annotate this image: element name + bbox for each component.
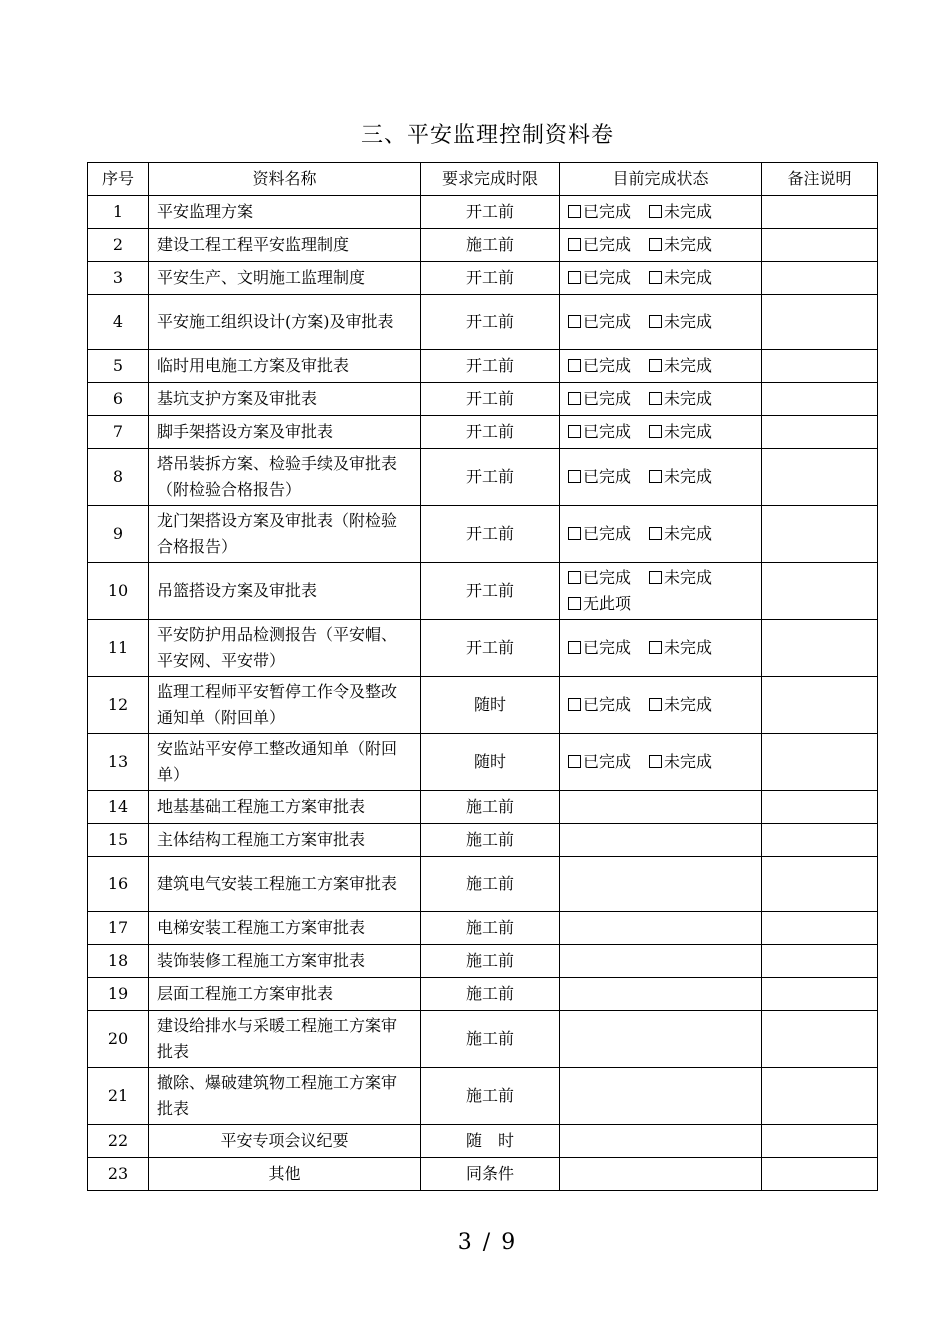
- table-row: [88, 1158, 878, 1191]
- deadline: 开工前: [421, 383, 560, 416]
- deadline: 施工前: [421, 1068, 560, 1125]
- table-row: [88, 791, 878, 824]
- document-name: 电梯安装工程施工方案审批表: [149, 912, 421, 945]
- document-name: 平安专项会议纪要: [149, 1125, 421, 1158]
- option-label: 已完成: [583, 312, 632, 331]
- status-cell: [560, 506, 762, 563]
- document-name: 脚手架搭设方案及审批表: [149, 416, 421, 449]
- document-name: 建设工程工程平安监理制度: [149, 229, 421, 262]
- table-row: [88, 945, 878, 978]
- option-done: [568, 199, 631, 225]
- table-row: [88, 1068, 878, 1125]
- checkbox-icon[interactable]: [649, 205, 662, 218]
- document-name: 层面工程施工方案审批表: [149, 978, 421, 1011]
- option-not-done: [649, 232, 712, 258]
- deadline: 施工前: [421, 791, 560, 824]
- remarks-cell: [762, 350, 878, 383]
- deadline: 开工前: [421, 416, 560, 449]
- row-number: 10: [88, 563, 149, 620]
- option-label: 已完成: [583, 638, 632, 657]
- table-row: [88, 262, 878, 295]
- status-options: [568, 265, 753, 291]
- document-name: 平安监理方案: [149, 196, 421, 229]
- remarks-cell: [762, 229, 878, 262]
- row-number: 17: [88, 912, 149, 945]
- table-row: [88, 857, 878, 912]
- option-label: 未完成: [664, 524, 713, 543]
- table-row: [88, 1011, 878, 1068]
- row-number: 19: [88, 978, 149, 1011]
- checkbox-icon[interactable]: [568, 641, 581, 654]
- row-number: 15: [88, 824, 149, 857]
- records-table: [87, 162, 878, 1191]
- table-row: [88, 350, 878, 383]
- status-cell: [560, 262, 762, 295]
- document-name: 地基基础工程施工方案审批表: [149, 791, 421, 824]
- option-not-done: [649, 353, 712, 379]
- option-label: 未完成: [664, 638, 713, 657]
- row-number: 4: [88, 295, 149, 350]
- row-number: 12: [88, 677, 149, 734]
- option-label: 已完成: [583, 422, 632, 441]
- checkbox-icon[interactable]: [649, 698, 662, 711]
- status-options: [568, 565, 753, 591]
- checkbox-icon[interactable]: [568, 359, 581, 372]
- remarks-cell: [762, 824, 878, 857]
- checkbox-icon[interactable]: [568, 698, 581, 711]
- option-not-done: [649, 265, 712, 291]
- option-done: [568, 635, 631, 661]
- checkbox-icon[interactable]: [568, 238, 581, 251]
- option-not-done: [649, 749, 712, 775]
- option-label: 已完成: [583, 467, 632, 486]
- remarks-cell: [762, 791, 878, 824]
- row-number: 16: [88, 857, 149, 912]
- table-row: [88, 449, 878, 506]
- row-number: 9: [88, 506, 149, 563]
- deadline: 施工前: [421, 1011, 560, 1068]
- option-label: 已完成: [583, 568, 632, 587]
- option-label: 已完成: [583, 752, 632, 771]
- row-number: 3: [88, 262, 149, 295]
- remarks-cell: [762, 734, 878, 791]
- option-not-done: [649, 565, 712, 591]
- option-not-done: [649, 199, 712, 225]
- option-label: 未完成: [664, 695, 713, 714]
- deadline: 开工前: [421, 350, 560, 383]
- checkbox-icon[interactable]: [568, 205, 581, 218]
- checkbox-icon[interactable]: [568, 597, 581, 610]
- table-row: [88, 677, 878, 734]
- document-name: 建设给排水与采暖工程施工方案审批表: [149, 1011, 421, 1068]
- option-label: 未完成: [664, 235, 713, 254]
- page-title: 三、平安监理控制资料卷: [360, 123, 614, 148]
- table-row: [88, 620, 878, 677]
- option-done: [568, 464, 631, 490]
- option-not-done: [649, 692, 712, 718]
- remarks-cell: [762, 978, 878, 1011]
- deadline: 同条件: [421, 1158, 560, 1191]
- deadline: 随时: [421, 734, 560, 791]
- remarks-cell: [762, 383, 878, 416]
- row-number: 11: [88, 620, 149, 677]
- document-name: 撤除、爆破建筑物工程施工方案审批表: [149, 1068, 421, 1125]
- option-label: 已完成: [583, 235, 632, 254]
- option-done: [568, 309, 631, 335]
- status-options: [568, 692, 753, 718]
- status-cell: [560, 824, 762, 857]
- option-not-done: [649, 635, 712, 661]
- status-cell: [560, 1068, 762, 1125]
- row-number: 20: [88, 1011, 149, 1068]
- status-cell: [560, 978, 762, 1011]
- option-label: 已完成: [583, 524, 632, 543]
- status-options: [568, 199, 753, 225]
- option-done: [568, 521, 631, 547]
- checkbox-icon[interactable]: [568, 527, 581, 540]
- checkbox-icon[interactable]: [649, 425, 662, 438]
- deadline: 施工前: [421, 945, 560, 978]
- status-options: [568, 386, 753, 412]
- remarks-cell: [762, 677, 878, 734]
- deadline: 开工前: [421, 506, 560, 563]
- status-options: [568, 521, 753, 547]
- deadline: 开工前: [421, 563, 560, 620]
- option-done: [568, 565, 631, 591]
- option-not-done: [649, 419, 712, 445]
- checkbox-icon[interactable]: [568, 392, 581, 405]
- document-name: 平安生产、文明施工监理制度: [149, 262, 421, 295]
- option-label: 未完成: [664, 389, 713, 408]
- header-name: 资料名称: [149, 163, 421, 196]
- status-cell: [560, 449, 762, 506]
- status-cell: [560, 912, 762, 945]
- table-header-row: [88, 163, 878, 196]
- remarks-cell: [762, 449, 878, 506]
- deadline: 随 时: [421, 1125, 560, 1158]
- option-done: [568, 353, 631, 379]
- table-row: [88, 912, 878, 945]
- checkbox-icon[interactable]: [649, 571, 662, 584]
- remarks-cell: [762, 1068, 878, 1125]
- option-na: [568, 591, 631, 617]
- table-row: [88, 1125, 878, 1158]
- option-done: [568, 749, 631, 775]
- header-status: 目前完成状态: [560, 163, 762, 196]
- status-cell: [560, 295, 762, 350]
- checkbox-icon[interactable]: [649, 641, 662, 654]
- remarks-cell: [762, 912, 878, 945]
- document-name: 平安施工组织设计(方案)及审批表: [149, 295, 421, 350]
- option-not-done: [649, 309, 712, 335]
- deadline: 随时: [421, 677, 560, 734]
- row-number: 13: [88, 734, 149, 791]
- option-label: 已完成: [583, 389, 632, 408]
- option-label: 未完成: [664, 467, 713, 486]
- remarks-cell: [762, 563, 878, 620]
- checkbox-icon[interactable]: [568, 755, 581, 768]
- status-options: [568, 464, 753, 490]
- status-cell: [560, 1011, 762, 1068]
- row-number: 6: [88, 383, 149, 416]
- checkbox-icon[interactable]: [649, 470, 662, 483]
- deadline: 施工前: [421, 912, 560, 945]
- checkbox-icon[interactable]: [568, 470, 581, 483]
- row-number: 1: [88, 196, 149, 229]
- status-cell: [560, 563, 762, 620]
- deadline: 施工前: [421, 229, 560, 262]
- remarks-cell: [762, 1011, 878, 1068]
- checkbox-icon[interactable]: [568, 571, 581, 584]
- status-cell: [560, 196, 762, 229]
- document-name: 龙门架搭设方案及审批表（附检验合格报告）: [149, 506, 421, 563]
- document-name: 基坑支护方案及审批表: [149, 383, 421, 416]
- option-done: [568, 692, 631, 718]
- checkbox-icon[interactable]: [649, 271, 662, 284]
- document-name: 装饰装修工程施工方案审批表: [149, 945, 421, 978]
- status-cell: [560, 857, 762, 912]
- row-number: 7: [88, 416, 149, 449]
- option-not-done: [649, 464, 712, 490]
- option-label: 未完成: [664, 356, 713, 375]
- status-cell: [560, 734, 762, 791]
- header-no: 序号: [88, 163, 149, 196]
- status-options: [568, 309, 753, 335]
- document-name: 临时用电施工方案及审批表: [149, 350, 421, 383]
- status-options: [568, 232, 753, 258]
- row-number: 22: [88, 1125, 149, 1158]
- deadline: 开工前: [421, 620, 560, 677]
- status-cell: [560, 350, 762, 383]
- checkbox-icon[interactable]: [649, 238, 662, 251]
- remarks-cell: [762, 1125, 878, 1158]
- option-label: 无此项: [583, 594, 632, 613]
- status-cell: [560, 945, 762, 978]
- row-number: 5: [88, 350, 149, 383]
- row-number: 8: [88, 449, 149, 506]
- remarks-cell: [762, 506, 878, 563]
- status-cell: [560, 1125, 762, 1158]
- option-label: 未完成: [664, 568, 713, 587]
- checkbox-icon[interactable]: [649, 755, 662, 768]
- table-row: [88, 295, 878, 350]
- status-cell: [560, 620, 762, 677]
- table-row: [88, 383, 878, 416]
- option-done: [568, 386, 631, 412]
- option-label: 已完成: [583, 356, 632, 375]
- option-done: [568, 419, 631, 445]
- status-cell: [560, 416, 762, 449]
- option-label: 已完成: [583, 268, 632, 287]
- remarks-cell: [762, 295, 878, 350]
- status-options: [568, 353, 753, 379]
- header-remarks: 备注说明: [762, 163, 878, 196]
- document-name: 平安防护用品检测报告（平安帽、平安网、平安带）: [149, 620, 421, 677]
- document-name: 塔吊装拆方案、检验手续及审批表（附检验合格报告）: [149, 449, 421, 506]
- header-deadline: 要求完成时限: [421, 163, 560, 196]
- status-cell: [560, 677, 762, 734]
- row-number: 23: [88, 1158, 149, 1191]
- table-row: [88, 734, 878, 791]
- table-row: [88, 229, 878, 262]
- checkbox-icon[interactable]: [649, 315, 662, 328]
- row-number: 2: [88, 229, 149, 262]
- option-not-done: [649, 521, 712, 547]
- table-row: [88, 416, 878, 449]
- page-number: 3 / 9: [457, 1230, 518, 1255]
- status-cell: [560, 383, 762, 416]
- deadline: 开工前: [421, 295, 560, 350]
- remarks-cell: [762, 1158, 878, 1191]
- remarks-cell: [762, 196, 878, 229]
- checkbox-icon[interactable]: [568, 315, 581, 328]
- table-row: [88, 196, 878, 229]
- deadline: 开工前: [421, 262, 560, 295]
- document-name: 吊篮搭设方案及审批表: [149, 563, 421, 620]
- table-row: [88, 824, 878, 857]
- status-options-extra: [568, 591, 753, 617]
- remarks-cell: [762, 620, 878, 677]
- document-name: 其他: [149, 1158, 421, 1191]
- status-cell: [560, 1158, 762, 1191]
- status-options: [568, 419, 753, 445]
- checkbox-icon[interactable]: [649, 527, 662, 540]
- checkbox-icon[interactable]: [649, 392, 662, 405]
- option-done: [568, 265, 631, 291]
- document-name: 安监站平安停工整改通知单（附回单）: [149, 734, 421, 791]
- deadline: 开工前: [421, 196, 560, 229]
- deadline: 开工前: [421, 449, 560, 506]
- deadline: 施工前: [421, 857, 560, 912]
- option-label: 未完成: [664, 202, 713, 221]
- checkbox-icon[interactable]: [568, 425, 581, 438]
- row-number: 21: [88, 1068, 149, 1125]
- remarks-cell: [762, 857, 878, 912]
- status-options: [568, 635, 753, 661]
- document-name: 监理工程师平安暂停工作令及整改通知单（附回单）: [149, 677, 421, 734]
- row-number: 18: [88, 945, 149, 978]
- deadline: 施工前: [421, 978, 560, 1011]
- option-label: 已完成: [583, 695, 632, 714]
- option-label: 已完成: [583, 202, 632, 221]
- table-row: [88, 978, 878, 1011]
- remarks-cell: [762, 945, 878, 978]
- remarks-cell: [762, 416, 878, 449]
- checkbox-icon[interactable]: [649, 359, 662, 372]
- document-name: 主体结构工程施工方案审批表: [149, 824, 421, 857]
- status-options: [568, 749, 753, 775]
- option-done: [568, 232, 631, 258]
- status-cell: [560, 791, 762, 824]
- table-row: [88, 506, 878, 563]
- status-cell: [560, 229, 762, 262]
- remarks-cell: [762, 262, 878, 295]
- option-label: 未完成: [664, 752, 713, 771]
- option-label: 未完成: [664, 422, 713, 441]
- row-number: 14: [88, 791, 149, 824]
- option-label: 未完成: [664, 268, 713, 287]
- option-label: 未完成: [664, 312, 713, 331]
- table-row: [88, 563, 878, 620]
- document-name: 建筑电气安装工程施工方案审批表: [149, 857, 421, 912]
- checkbox-icon[interactable]: [568, 271, 581, 284]
- deadline: 施工前: [421, 824, 560, 857]
- option-not-done: [649, 386, 712, 412]
